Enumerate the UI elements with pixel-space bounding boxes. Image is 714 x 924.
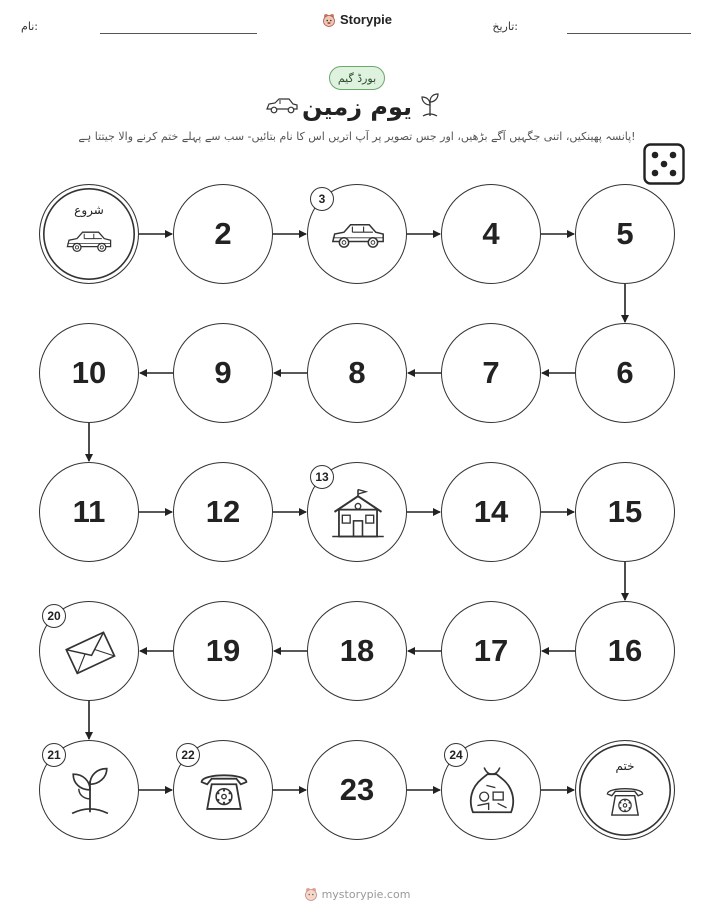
name-label: نام:	[21, 20, 38, 33]
board-space	[39, 323, 139, 423]
car-icon	[65, 227, 113, 259]
space-number-badge: 13	[310, 465, 334, 489]
space-number: 2	[214, 216, 232, 251]
space-number-badge: 3	[310, 187, 334, 211]
space-number: 17	[473, 633, 509, 668]
date-label: تاریخ:	[492, 20, 518, 33]
space-number: 14	[473, 494, 509, 529]
board-space	[307, 740, 407, 840]
space-number: 19	[205, 633, 241, 668]
school-house-icon	[330, 485, 386, 545]
space-number: 11	[72, 494, 106, 529]
board-space	[307, 184, 407, 284]
board-space	[441, 184, 541, 284]
space-number: 10	[71, 355, 107, 390]
board-space	[575, 184, 675, 284]
brand-name: Storypie	[339, 12, 392, 27]
space-number: 16	[607, 633, 643, 668]
space-number: 6	[616, 355, 634, 390]
storypie-logo-icon	[304, 887, 318, 901]
board-space	[307, 323, 407, 423]
page-title: یوم زمین	[301, 93, 413, 121]
board-space	[575, 462, 675, 562]
board-space	[441, 323, 541, 423]
board-space	[39, 601, 139, 701]
board-space	[173, 323, 273, 423]
finish-space	[575, 740, 675, 840]
board-space	[441, 462, 541, 562]
trash-bag-icon	[464, 763, 520, 823]
space-number: 23	[339, 772, 375, 807]
board-space	[173, 462, 273, 562]
space-number: 5	[616, 216, 634, 251]
board-space	[441, 601, 541, 701]
board-space	[173, 184, 273, 284]
space-number-badge: 20	[42, 604, 66, 628]
sprout-icon	[62, 763, 118, 823]
space-number: 9	[214, 355, 232, 390]
board-space	[39, 462, 139, 562]
board-space	[575, 601, 675, 701]
space-number: 15	[607, 494, 643, 529]
car-icon	[330, 207, 386, 267]
telephone-icon	[196, 763, 252, 823]
board-space	[39, 740, 139, 840]
envelope-icon	[62, 624, 118, 684]
board-space	[173, 601, 273, 701]
finish-label: ختم	[615, 759, 635, 773]
board-space	[173, 740, 273, 840]
footer-site: mystorypie.com	[321, 887, 411, 901]
space-number: 12	[205, 494, 241, 529]
start-label: شروع	[74, 203, 104, 217]
telephone-icon	[603, 781, 647, 825]
space-number: 8	[348, 355, 366, 390]
space-number: 18	[339, 633, 375, 668]
footer	[0, 887, 714, 901]
board-space	[575, 323, 675, 423]
board-space	[307, 601, 407, 701]
space-number-badge: 21	[42, 743, 66, 767]
category-badge: بورڈ گیم	[329, 66, 385, 90]
board-space	[307, 462, 407, 562]
space-number: 7	[482, 355, 500, 390]
start-space	[39, 184, 139, 284]
space-number: 4	[482, 216, 500, 251]
board-space	[441, 740, 541, 840]
space-number-badge: 22	[176, 743, 200, 767]
space-number-badge: 24	[444, 743, 468, 767]
instructions: پانسہ پھینکیں، اتنی جگہیں آگے بڑھیں، اور جس تصویر پر آپ اتریں اس کا نام بتائیں- سب سے پہلے ختم کرنے والا جیتتا ہے!	[78, 130, 636, 143]
